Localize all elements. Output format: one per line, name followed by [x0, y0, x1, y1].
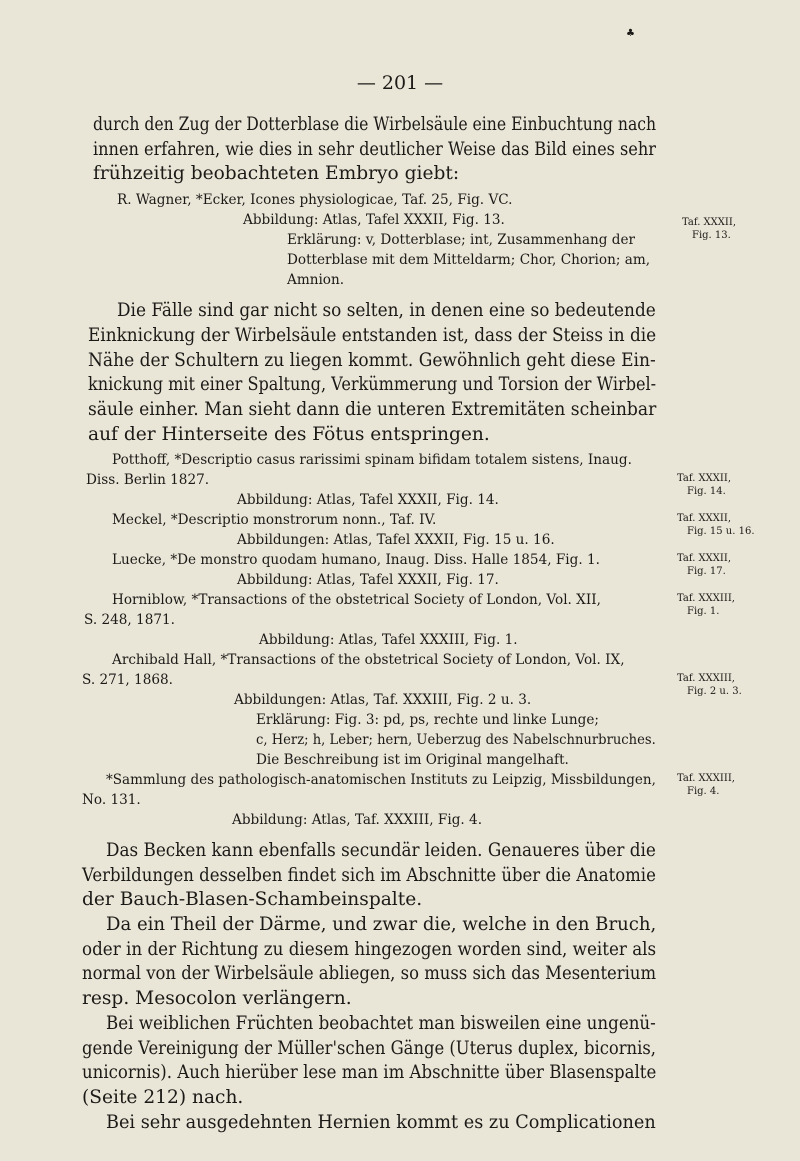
- text-line: der Bauch-Blasen-Schambeinspalte.: [82, 889, 423, 910]
- text-line: Potthoff, *Descriptio casus rarissimi spinam bifidam totalem sistens, Inaug.: [112, 452, 632, 468]
- text-line: Verbildungen desselben findet sich im Abschnitte über die Anatomie: [82, 865, 656, 886]
- text-line: resp. Mesocolon verlängern.: [82, 988, 352, 1009]
- text-line: Abbildungen: Atlas, Tafel XXXII, Fig. 15 u. 16.: [237, 532, 555, 548]
- text-line: säule einher. Man sieht dann die unteren Extremitäten scheinbar: [88, 399, 657, 420]
- margin-note-plate: Taf. XXXII,: [677, 513, 731, 524]
- page-marker: ♣: [626, 28, 635, 39]
- text-line: unicornis). Auch hierüber lese man im Abschnitte über Blasenspalte: [82, 1062, 657, 1083]
- margin-note: [677, 672, 742, 698]
- text-line: Meckel, *Descriptio monstrorum nonn., Taf. IV.: [112, 512, 437, 528]
- margin-note: [677, 552, 731, 578]
- text-line: Die Fälle sind gar nicht so selten, in denen eine so bedeutende: [117, 300, 656, 321]
- margin-note-figure: Fig. 4.: [687, 786, 720, 797]
- text-line: innen erfahren, wie dies in sehr deutlicher Weise das Bild eines sehr: [93, 139, 656, 160]
- margin-note-figure: Fig. 2 u. 3.: [687, 686, 742, 697]
- margin-note-figure: Fig. 13.: [692, 230, 731, 241]
- margin-note-figure: Fig. 1.: [687, 606, 720, 617]
- margin-note: [682, 216, 736, 242]
- margin-note-figure: Fig. 14.: [687, 486, 726, 497]
- text-line: *Sammlung des pathologisch-anatomischen Instituts zu Leipzig, Missbildungen,: [106, 772, 656, 788]
- page-number: — 201 —: [356, 72, 444, 94]
- text-line: Bei weiblichen Früchten beobachtet man bisweilen eine ungenü-: [106, 1013, 656, 1034]
- margin-note-figure: Fig. 17.: [687, 566, 726, 577]
- text-line: Diss. Berlin 1827.: [86, 472, 210, 488]
- text-line: Amnion.: [287, 272, 345, 288]
- text-line: Abbildung: Atlas, Tafel XXXII, Fig. 17.: [237, 572, 499, 588]
- text-line: c, Herz; h, Leber; hern, Ueberzug des Nabelschnurbruches.: [256, 732, 656, 748]
- text-line: Abbildung: Atlas, Tafel XXXII, Fig. 13.: [243, 212, 505, 228]
- text-line: Dotterblase mit dem Mitteldarm; Chor, Chorion; am,: [287, 252, 651, 268]
- text-line: Luecke, *De monstro quodam humano, Inaug. Diss. Halle 1854, Fig. 1.: [112, 552, 600, 568]
- margin-note-plate: Taf. XXXII,: [682, 217, 736, 228]
- margin-note-plate: Taf. XXXIII,: [677, 773, 735, 784]
- text-line: Horniblow, *Transactions of the obstetrical Society of London, Vol. XII,: [112, 592, 601, 608]
- text-line: R. Wagner, *Ecker, Icones physiologicae, Taf. 25, Fig. VC.: [117, 192, 513, 208]
- text-line: Abbildung: Atlas, Tafel XXXIII, Fig. 1.: [259, 632, 518, 648]
- margin-note: [677, 512, 755, 538]
- text-line: durch den Zug der Dotterblase die Wirbelsäule eine Einbuchtung nach: [93, 114, 657, 135]
- text-line: (Seite 212) nach.: [82, 1087, 244, 1108]
- text-line: Einknickung der Wirbelsäule entstanden ist, dass der Steiss in die: [88, 325, 657, 346]
- margin-note: [677, 472, 731, 498]
- margin-note-plate: Taf. XXXII,: [677, 553, 731, 564]
- margin-note-plate: Taf. XXXIII,: [677, 673, 735, 684]
- text-line: Das Becken kann ebenfalls secundär leiden. Genaueres über die: [106, 840, 656, 861]
- text-line: gende Vereinigung der Müller'schen Gänge (Uterus duplex, bicornis,: [82, 1038, 656, 1059]
- margin-note-plate: Taf. XXXII,: [677, 473, 731, 484]
- text-line: frühzeitig beobachteten Embryo giebt:: [93, 163, 460, 184]
- text-line: auf der Hinterseite des Fötus entspringen.: [88, 424, 490, 445]
- text-line: Archibald Hall, *Transactions of the obstetrical Society of London, Vol. IX,: [112, 652, 625, 668]
- text-line: knickung mit einer Spaltung, Verkümmerung und Torsion der Wirbel-: [88, 374, 657, 395]
- text-line: No. 131.: [82, 792, 141, 808]
- text-line: oder in der Richtung zu diesem hingezogen worden sind, weiter als: [82, 939, 657, 960]
- text-line: Abbildung: Atlas, Tafel XXXII, Fig. 14.: [237, 492, 499, 508]
- text-line: Da ein Theil der Därme, und zwar die, welche in den Bruch,: [106, 914, 657, 935]
- text-line: Erklärung: v, Dotterblase; int, Zusammenhang der: [287, 232, 636, 248]
- text-line: Bei sehr ausgedehnten Hernien kommt es zu Complicationen: [106, 1112, 656, 1133]
- text-line: Abbildung: Atlas, Taf. XXXIII, Fig. 4.: [232, 812, 483, 828]
- text-line: normal von der Wirbelsäule abliegen, so muss sich das Mesenterium: [82, 963, 657, 984]
- margin-note-plate: Taf. XXXIII,: [677, 593, 735, 604]
- text-line: Abbildungen: Atlas, Taf. XXXIII, Fig. 2 u. 3.: [234, 692, 532, 708]
- margin-note: [677, 772, 735, 798]
- text-line: Nähe der Schultern zu liegen kommt. Gewöhnlich geht diese Ein-: [88, 350, 656, 371]
- margin-note: [677, 592, 735, 618]
- text-line: Erklärung: Fig. 3: pd, ps, rechte und linke Lunge;: [256, 712, 599, 728]
- text-line: S. 271, 1868.: [82, 672, 173, 688]
- text-line: S. 248, 1871.: [84, 612, 175, 628]
- text-line: Die Beschreibung ist im Original mangelhaft.: [256, 752, 569, 768]
- margin-note-figure: Fig. 15 u. 16.: [687, 526, 755, 537]
